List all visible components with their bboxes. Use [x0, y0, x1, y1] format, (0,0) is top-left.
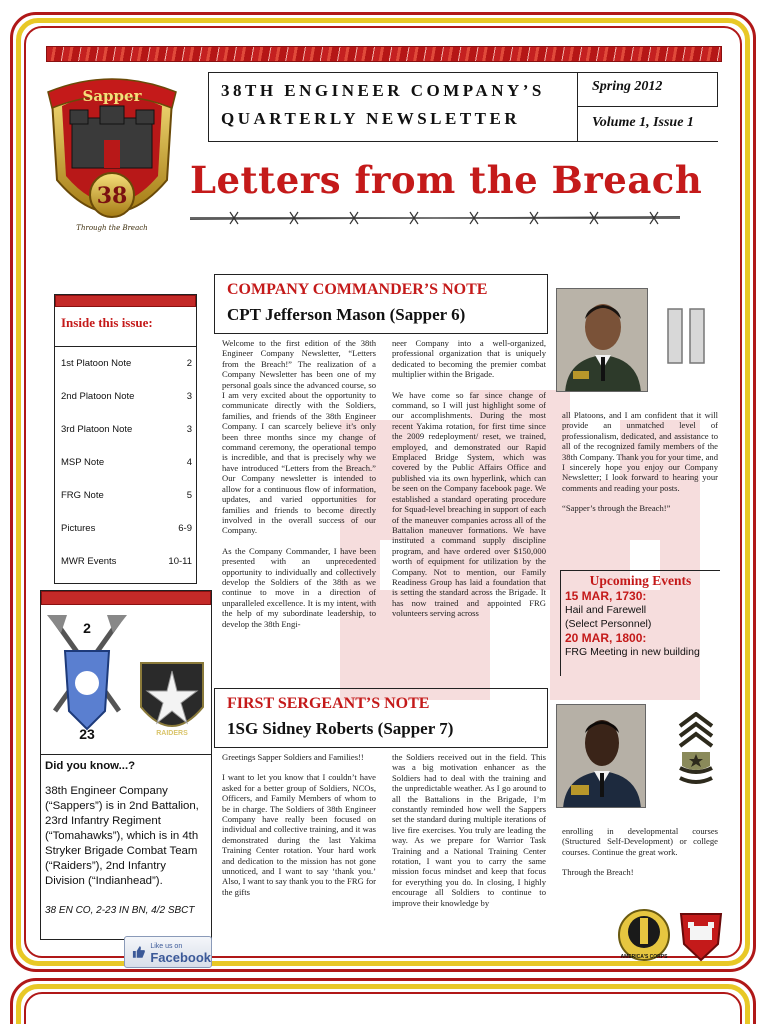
crest-banner-text: Sapper [82, 87, 142, 105]
masthead-title: Letters from the Breach [190, 158, 703, 202]
first-sergeant-col-1: Greetings Sapper Soldiers and Families!! I want to let you know that I couldn’t have asked for a better group of Soldiers, NCOs, Officers, and Family Members of whom to be in charge. The Soldiers of 38th Engineer Company have really been focused on individual and collective training, and it was demonstrated during the last Yakima Training Center rotation. Your hard work and dedication to the mission has not gone unnoticed, and I want to say ‘thank you.’ Also, I want to say thank you to the FRG for the gifts [222, 752, 376, 897]
commander-col-2: neer Company into a well-organized, professional organization that is uniquely dedicated to becoming the premier combat multiplier within the Brigade. We have come so far since change of command, so I will just highlight some of our accomplishments. During the most recent Yakima rotation, for first time since the 2009 redeployment/ reset, we trained, employed, and demonstrated our Rapid Emplaced Bridge System, which was covered by the Public Affairs Office and published via its own hyperlink, which can be seen on the Company facebook page. We established a standard operating procedure for Squad-level breaching in support of each of the maneuver companies across all of the Battalion maneuver formations. We have instituted a command supply discipline program, and have ordered over $150,000 worth of equipment for utilization by the Company. Not to mention, our Family Readiness Group has laid a foundation that is setting the standard across the Brigade. It has now trained and appointed FRG volunteers serving across [392, 338, 546, 619]
event-date: 20 MAR, 1800: [565, 631, 647, 645]
crest-number: 38 [96, 183, 128, 209]
toc-item[interactable]: Pictures 6-9 [61, 523, 192, 534]
america-corps-badge-icon [616, 908, 672, 962]
event-date: 15 MAR, 1730: [565, 589, 647, 603]
inside-title: Inside this issue: [55, 307, 196, 347]
next-page-frame-inner [24, 992, 742, 1024]
facebook-name: Facebook [150, 950, 211, 965]
did-you-know-body: 38th Engineer Company (“Sappers”) is in 2nd Battalion, 23rd Infantry Regiment (“Tomahawks”), which is in 4th Stryker Brigade Combat Team (“Raiders”), 2nd Infantry Division (“Indianhead”). [45, 785, 199, 887]
first-sergeant-name: 1SG Sidney Roberts (Sapper 7) [227, 719, 454, 738]
svg-text:AMERICA’S CORPS: AMERICA’S CORPS [620, 954, 668, 960]
first-sergeant-portrait-icon [557, 705, 646, 808]
toc-item[interactable]: 2nd Platoon Note 3 [61, 391, 192, 402]
did-you-know-box [40, 590, 212, 940]
header-banner-bar [46, 46, 722, 62]
svg-text:23: 23 [79, 726, 95, 741]
crest-motto: Through the Breach [76, 224, 148, 232]
toc-item[interactable]: MWR Events 10-11 [61, 556, 192, 567]
raiders-shield-icon [137, 659, 207, 745]
title-line-1: 38TH ENGINEER COMPANY’S [221, 81, 545, 100]
commander-photo [556, 288, 648, 392]
first-sergeant-title: FIRST SERGEANT’S NOTE [227, 695, 430, 712]
events-title: Upcoming Events [589, 573, 692, 588]
issue-date: Spring 2012 [578, 72, 718, 107]
svg-text:RAIDERS: RAIDERS [156, 730, 188, 737]
newsletter-title-box [208, 72, 578, 142]
upcoming-events-box: Upcoming Events 15 MAR, 1730: Hail and Farewell (Select Personnel) 20 MAR, 1800: FRG Meeting in new building [560, 570, 720, 676]
facebook-like-label: Like us on [150, 943, 183, 950]
toc-item[interactable]: 1st Platoon Note 2 [61, 358, 192, 369]
toc-item[interactable]: 3rd Platoon Note 3 [61, 424, 192, 435]
toc-item[interactable]: MSP Note 4 [61, 457, 192, 468]
inside-this-issue-box [54, 294, 197, 584]
svg-text:2: 2 [83, 620, 91, 636]
did-you-know-text [41, 755, 211, 936]
engineer-shield-badge-icon [678, 908, 724, 962]
commander-note-title: COMPANY COMMANDER’S NOTE [227, 281, 488, 298]
commander-name: CPT Jefferson Mason (Sapper 6) [227, 305, 466, 324]
commander-col-3: all Platoons, and I am confident that it will provide an unmatched level of professionalism, dedicated, and assistance to all of the recognized family members of the 38th Company. Thank you for your time, and I sincerely hope you enjoy our Company Newsletter; I look forward to hearing your comments and reading your posts. “Sapper’s through the Breach!” [562, 410, 718, 514]
toc-item[interactable]: FRG Note 5 [61, 490, 192, 501]
issue-volume: Volume 1, Issue 1 [578, 107, 718, 142]
first-sergeant-rank-icon [678, 712, 714, 798]
commander-note-header [214, 274, 548, 334]
inside-box-bar [55, 295, 196, 307]
thumbs-up-icon [131, 944, 146, 960]
sapper-crest-icon [42, 70, 182, 240]
first-sergeant-col-3: enrolling in developmental courses (Structured Self-Development) or college courses. Continue the great work. Through the Breach! [562, 826, 718, 878]
unit-line: 38 EN CO, 2-23 IN BN, 4/2 SBCT [45, 905, 195, 916]
did-you-know-heading: Did you know...? [45, 760, 136, 772]
battalion-emblem-icon [45, 611, 129, 741]
first-sergeant-col-2: the Soldiers received out in the field. This was a big motivation enhancer as the Soldiers had to deal with the training and the unpredictable weather. As I go around to all the Battalions in the Brigade, I’m constantly reminded how well the Sappers set the standard during multiple iterations of live fire exercises. You truly are leading the way. As we prepare for Warrior Task Training and a National Training Center rotation, I want you to carry the same mission focus mindset and keep that focus for everything you do. In closing, I highly encourage all Soldiers to continue to improve their knowledge by [392, 752, 546, 908]
first-sergeant-photo [556, 704, 646, 808]
did-you-know-bar [41, 591, 211, 605]
first-sergeant-note-header [214, 688, 548, 748]
captain-rank-icon [664, 305, 708, 367]
facebook-like-button[interactable] [124, 936, 212, 968]
commander-portrait-icon [557, 289, 648, 392]
barbed-wire-icon [190, 208, 680, 228]
commander-col-1: Welcome to the first edition of the 38th Engineer Company Newsletter, “Letters from the Breach!” The realization of a Company Newsletter has been one of my personal goals since the advanced course, so I am very excited about the opportunity to communicate directly with the Soldiers, families, and friends of the 38th Engineer Company. I can scarcely believe it’s only been three months since my change of command ceremony, the operational tempo is incredible, and that is precisely why we have introduced “Letters from the Breach.” Our Company newsletter is intended to allow for a continuous flow of information, updates, and varied opportunities for families and friends to become directly involved in the overall success of our Company. As the Company Commander, I have been presented with an unprecedented opportunity to individually and collectively develop the Soldiers of the 38th as we continue to move in a direction of unparalleled excellence. It is my intent, with the help of my subordinate leadership, to develop the 38th Engi- [222, 338, 376, 629]
unit-emblems [41, 605, 211, 755]
title-line-2: QUARTERLY NEWSLETTER [221, 109, 521, 128]
